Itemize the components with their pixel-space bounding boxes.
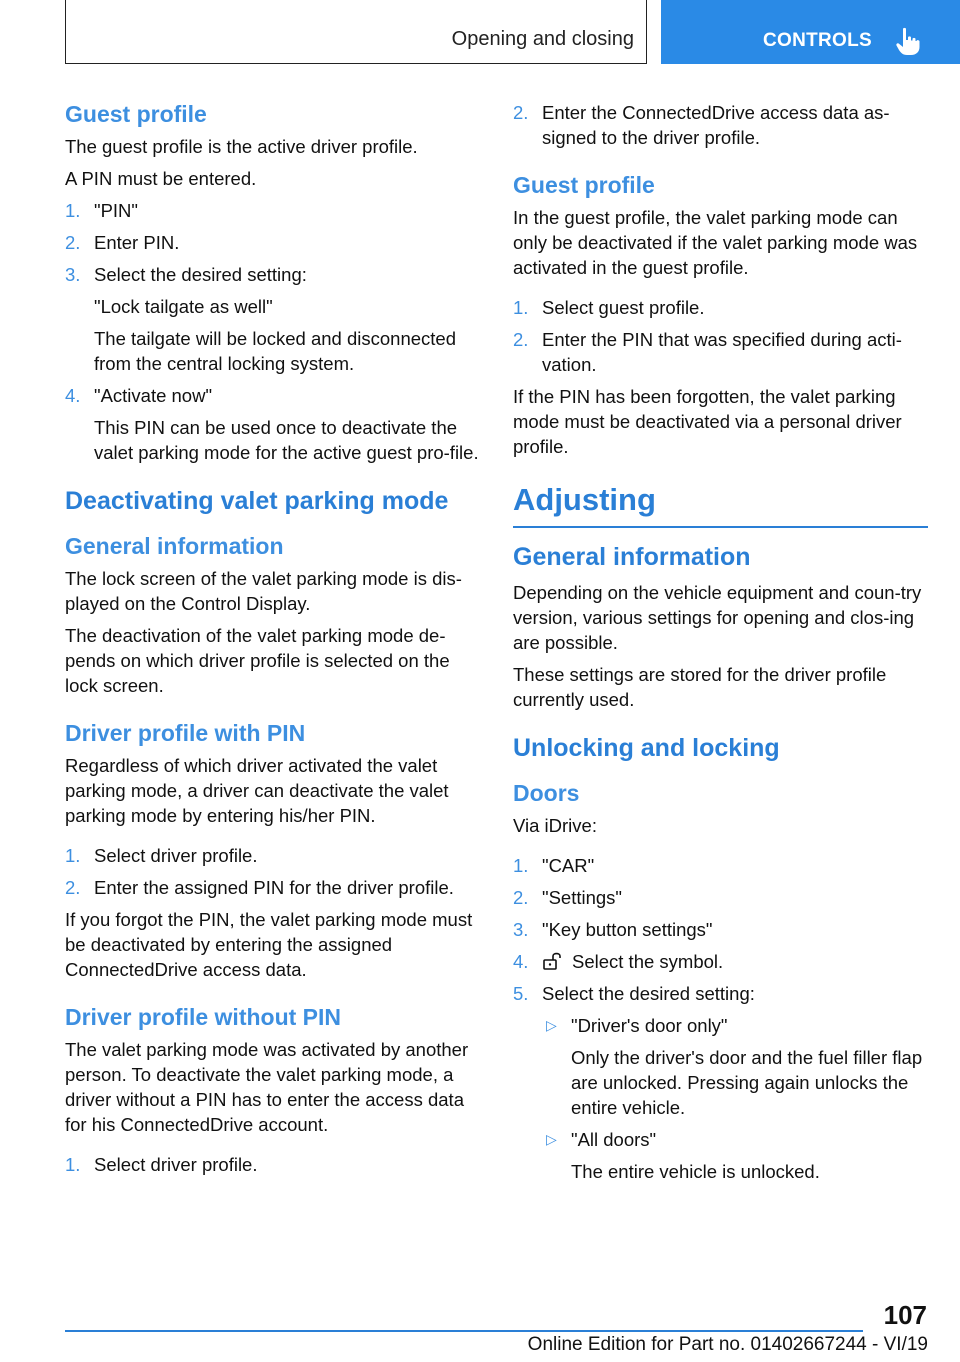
list-text: Enter the ConnectedDrive access data as-signed to the driver profile. xyxy=(542,102,890,148)
list-number: 5. xyxy=(513,983,529,1004)
bullet-subtext: The entire vehicle is unlocked. xyxy=(571,1161,820,1182)
general-information-heading: General information xyxy=(65,533,284,559)
list-number: 2. xyxy=(513,329,529,350)
list-item xyxy=(513,981,928,1184)
list-item xyxy=(65,875,485,900)
left-column xyxy=(65,100,485,1184)
doors-heading: Doors xyxy=(513,780,580,806)
paragraph: The valet parking mode was activated by another person. To deactivate the valet parking mode, a driver without a PIN has to enter the access data for his ConnectedDrive account. xyxy=(65,1039,469,1135)
list-text: Enter the PIN that was specified during acti-vation. xyxy=(542,329,902,375)
header-section-tab xyxy=(65,0,647,64)
footer-divider xyxy=(65,1330,863,1332)
bullet-text: "Driver's door only" xyxy=(571,1015,728,1036)
list-number: 2. xyxy=(513,887,529,908)
driver-profile-pin-heading: Driver profile with PIN xyxy=(65,720,306,746)
list-item xyxy=(65,230,485,255)
list-text: "Key button settings" xyxy=(542,919,713,940)
list-text: "PIN" xyxy=(94,200,138,221)
list-text: Enter the assigned PIN for the driver profile. xyxy=(94,877,454,898)
list-number: 1. xyxy=(65,1154,81,1175)
list-text: Select the desired setting: xyxy=(542,983,755,1004)
pointing-hand-icon xyxy=(895,26,921,56)
list-subtext: "Lock tailgate as well" xyxy=(94,296,273,317)
bullet-subtext: Only the driver's door and the fuel filler flap are unlocked. Pressing again unlocks the entire vehicle. xyxy=(571,1047,923,1118)
page-number: 107 xyxy=(883,1300,927,1330)
bullet-item xyxy=(542,1013,928,1120)
driver-profile-without-pin-heading: Driver profile without PIN xyxy=(65,1004,342,1030)
list-item xyxy=(513,949,928,974)
paragraph: These settings are stored for the driver profile currently used. xyxy=(513,664,887,710)
list-item xyxy=(65,262,485,376)
paragraph: The lock screen of the valet parking mode is dis-played on the Control Display. xyxy=(65,568,462,614)
paragraph: A PIN must be entered. xyxy=(65,168,257,189)
general-information-heading: General information xyxy=(513,543,751,571)
bullet-item xyxy=(542,1127,928,1184)
list-text: "Activate now" xyxy=(94,385,213,406)
list-text: "CAR" xyxy=(542,855,595,876)
list-number: 2. xyxy=(65,232,81,253)
list-number: 2. xyxy=(513,102,529,123)
list-item xyxy=(65,1152,485,1177)
adjusting-heading: Adjusting xyxy=(513,480,928,528)
header-chapter-title: CONTROLS xyxy=(763,30,873,51)
bullet-triangle: ▷ xyxy=(546,1131,557,1147)
header-chapter-tab xyxy=(661,0,960,64)
paragraph: Regardless of which driver activated the valet parking mode, a driver can deactivate the valet parking mode by entering his/her PIN. xyxy=(65,755,449,826)
paragraph: Via iDrive: xyxy=(513,815,597,836)
list-subtext: The tailgate will be locked and disconnected from the central locking system. xyxy=(94,328,457,374)
header-section-title: Opening and closing xyxy=(451,28,634,50)
list-item xyxy=(513,885,928,910)
list-number: 1. xyxy=(513,297,529,318)
paragraph: If the PIN has been forgotten, the valet parking mode must be deactivated via a personal driver profile. xyxy=(513,386,902,457)
paragraph: If you forgot the PIN, the valet parking mode must be deactivated by entering the assigned ConnectedDrive access data. xyxy=(65,909,473,980)
list-number: 1. xyxy=(513,855,529,876)
list-item xyxy=(513,327,928,377)
list-item xyxy=(513,917,928,942)
list-item xyxy=(65,843,485,868)
unlocking-locking-heading: Unlocking and locking xyxy=(513,734,780,762)
list-text: Select the symbol. xyxy=(572,951,724,972)
list-text: Select driver profile. xyxy=(94,845,258,866)
list-number: 2. xyxy=(65,877,81,898)
paragraph: In the guest profile, the valet parking mode can only be deactivated if the valet parking mode was activated in the guest profile. xyxy=(513,207,918,278)
footer-edition: Online Edition for Part no. 01402667244 - VI/19 xyxy=(527,1334,928,1355)
list-text: Select the desired setting: xyxy=(94,264,307,285)
list-number: 4. xyxy=(513,951,529,972)
list-text: Select driver profile. xyxy=(94,1154,258,1175)
unlock-icon xyxy=(542,951,564,971)
list-item xyxy=(65,383,485,465)
list-item xyxy=(513,295,928,320)
paragraph: The deactivation of the valet parking mode de-pends on which driver profile is selected on the lock screen. xyxy=(65,625,450,696)
right-column xyxy=(513,100,928,1191)
deactivating-heading: Deactivating valet parking mode xyxy=(65,487,449,515)
list-item xyxy=(513,853,928,878)
list-text: "Settings" xyxy=(542,887,622,908)
bullet-triangle: ▷ xyxy=(546,1017,557,1033)
guest-profile-heading: Guest profile xyxy=(513,172,655,198)
list-item xyxy=(65,198,485,223)
list-subtext: This PIN can be used once to deactivate the valet parking mode for the active guest pro-file. xyxy=(94,417,479,463)
list-text: Enter PIN. xyxy=(94,232,180,253)
list-number: 1. xyxy=(65,845,81,866)
list-item xyxy=(513,100,928,150)
guest-profile-heading: Guest profile xyxy=(65,101,207,127)
list-text: Select guest profile. xyxy=(542,297,705,318)
list-number: 1. xyxy=(65,200,81,221)
paragraph: Depending on the vehicle equipment and coun-try version, various settings for opening and clos-ing are possible. xyxy=(513,582,922,653)
paragraph: The guest profile is the active driver profile. xyxy=(65,136,418,157)
list-number: 4. xyxy=(65,385,81,406)
list-number: 3. xyxy=(65,264,81,285)
bullet-text: "All doors" xyxy=(571,1129,657,1150)
list-number: 3. xyxy=(513,919,529,940)
